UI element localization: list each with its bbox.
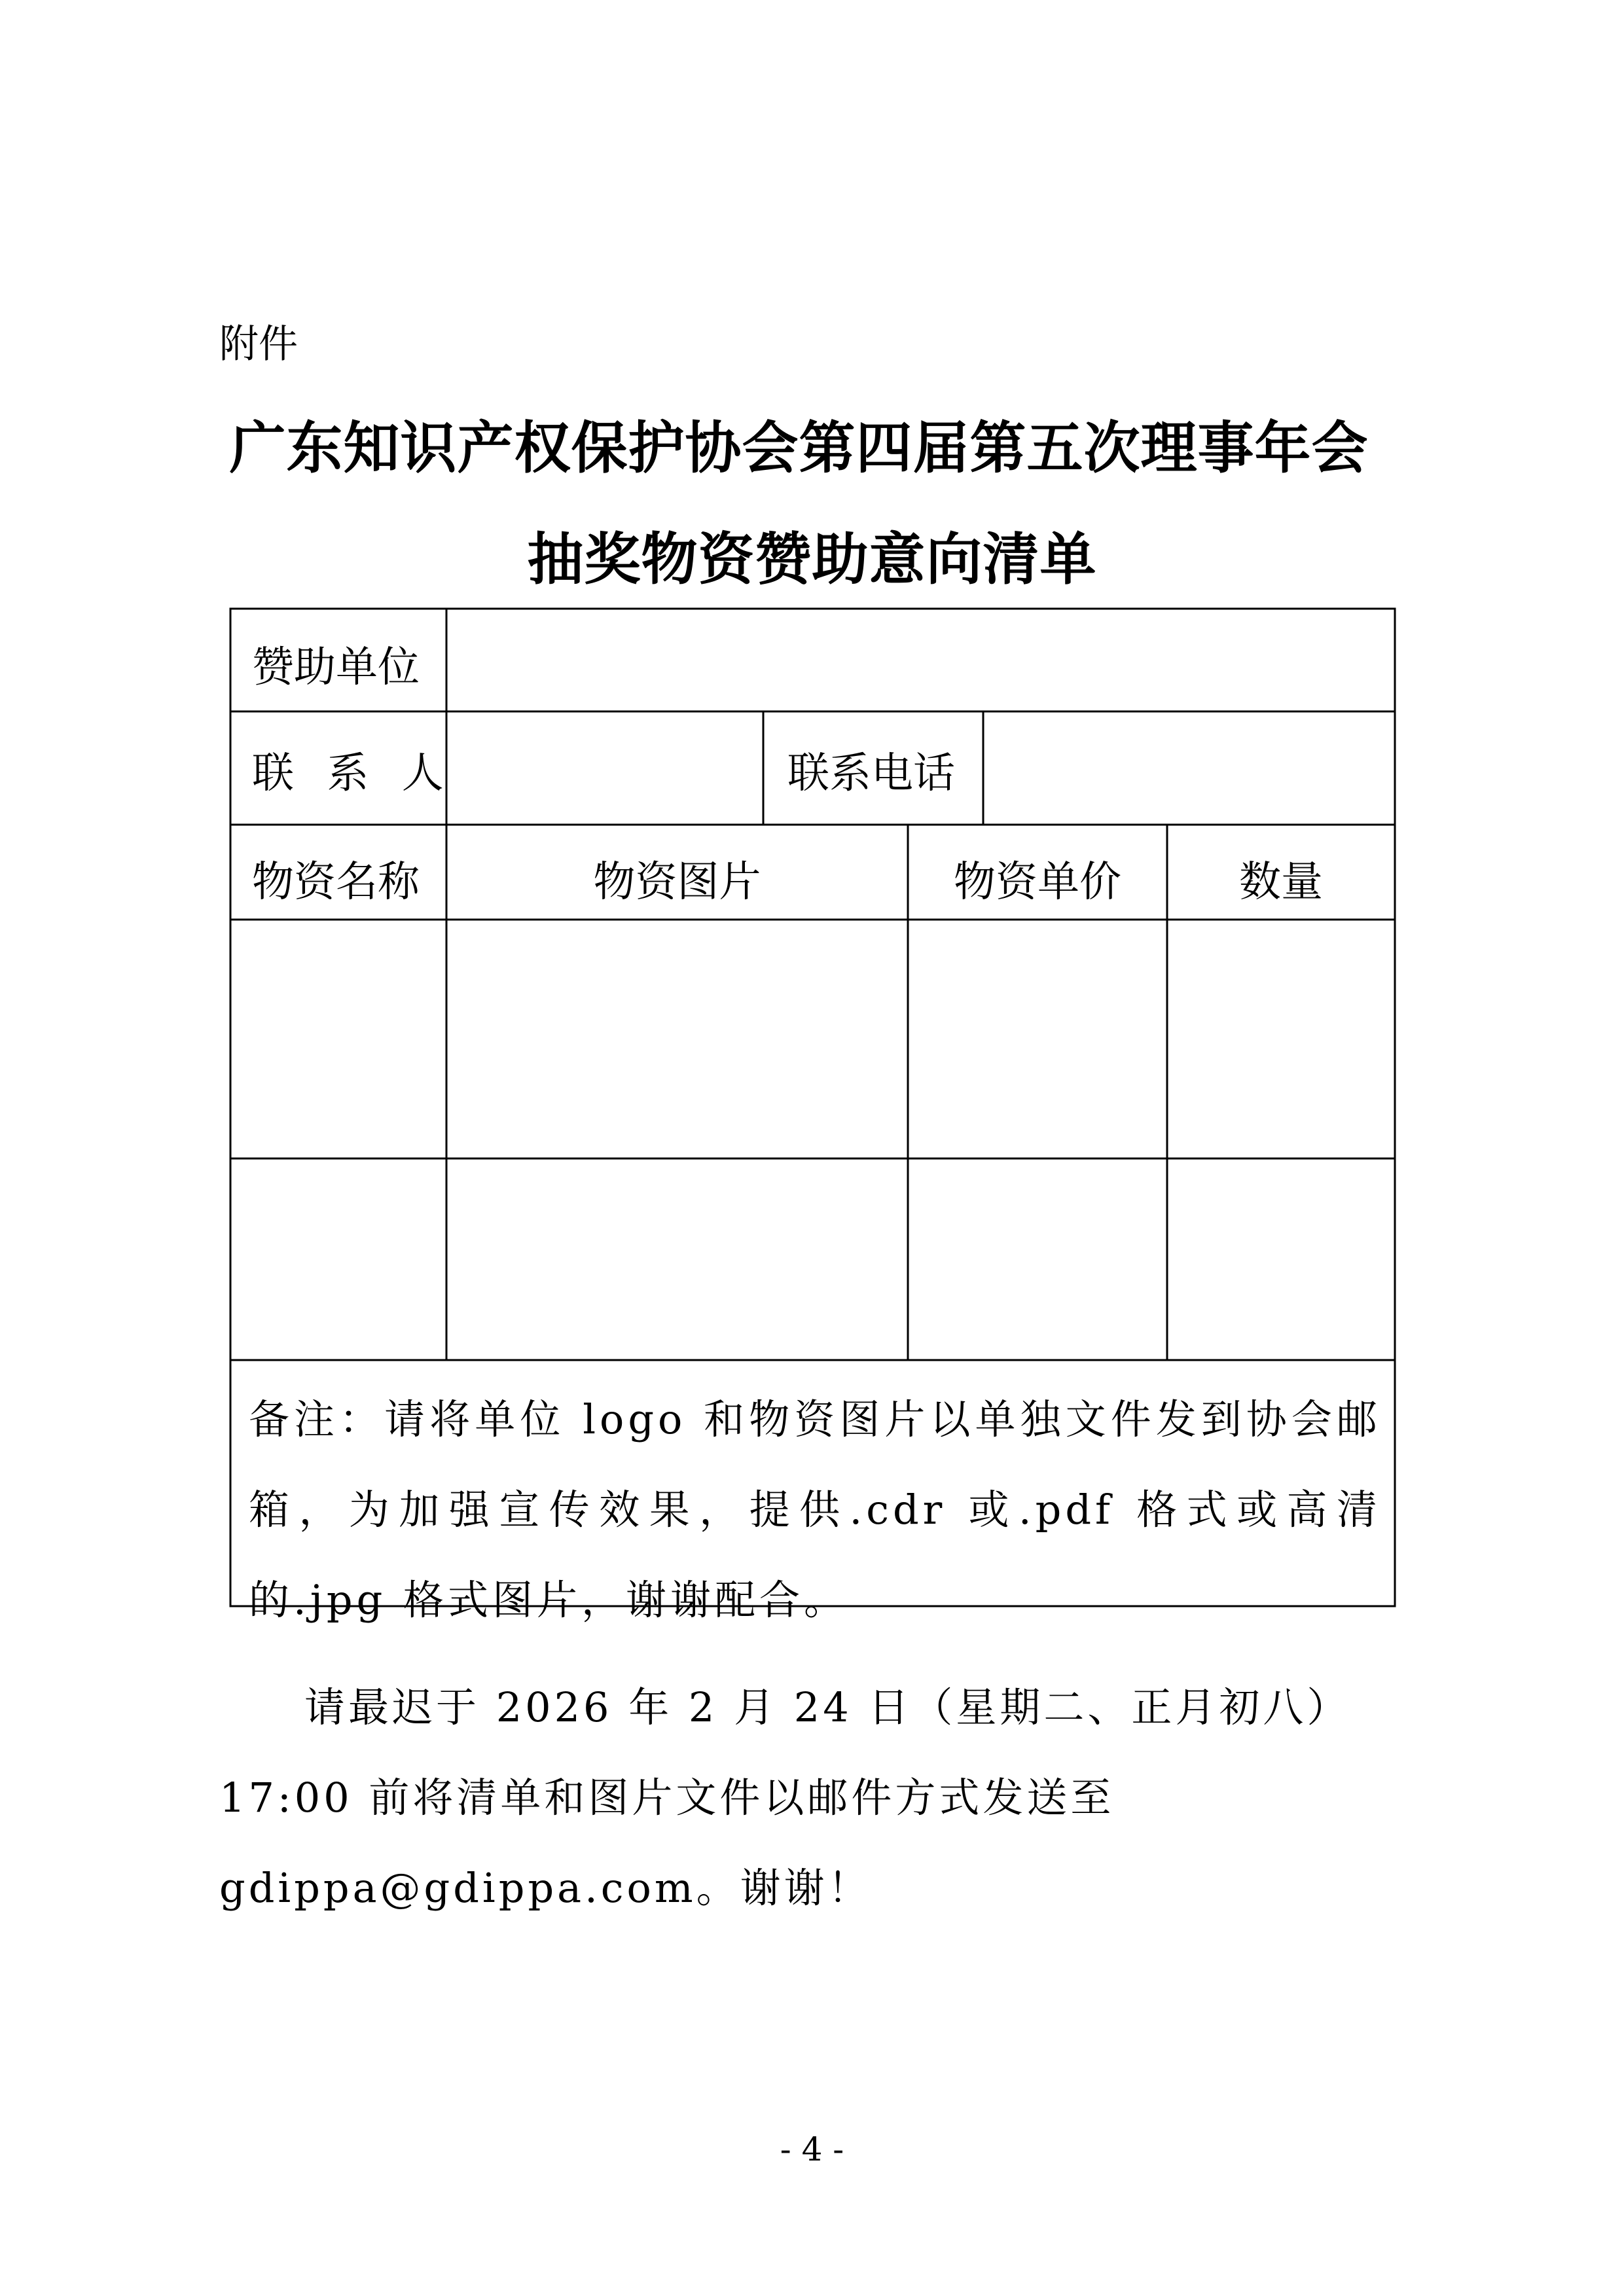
column-header-item-name: 物资名称 <box>252 858 420 906</box>
contact-input-cell[interactable] <box>448 715 759 819</box>
column-header-unit-price: 物资单价 <box>954 858 1121 906</box>
sponsor-input-cell[interactable] <box>448 615 1391 707</box>
document-title-line-1: 广东知识产权保护协会第四届第五次理事年会 <box>229 415 1369 481</box>
table-row-1-unit-price[interactable] <box>911 923 1164 1156</box>
document-title-line-2: 抽奖物资赞助意向清单 <box>527 526 1097 592</box>
table-row-2-item-name[interactable] <box>233 1162 444 1357</box>
submission-instruction <box>219 1662 1463 1933</box>
table-row-1-item-name[interactable] <box>233 923 444 1156</box>
submission-instruction-text: 请最迟于 2026 年 2 月 24 日（星期二、正月初八）17:00 前将清单和图片文件以邮件方式发送至 gdippa@gdippa.com。谢谢！ <box>219 1683 1351 1912</box>
contact-label: 联 系 人 <box>252 749 444 798</box>
phone-label: 联系电话 <box>787 749 955 798</box>
attachment-label: 附件 <box>219 321 298 367</box>
column-header-item-image: 物资图片 <box>593 858 761 906</box>
column-header-quantity: 数量 <box>1239 858 1323 906</box>
form-note: 备注：请将单位 logo 和物资图片以单独文件发到协会邮箱，为加强宣传效果，提供.cdr 或.pdf 格式或高清的.jpg 格式图片，谢谢配合。 <box>249 1395 1381 1624</box>
table-row-2-quantity[interactable] <box>1170 1162 1392 1357</box>
page-number: - 4 - <box>780 2130 844 2168</box>
table-row-1-item-image[interactable] <box>449 923 905 1156</box>
sponsor-label: 赞助单位 <box>252 643 420 692</box>
phone-input-cell[interactable] <box>985 715 1391 819</box>
table-row-2-unit-price[interactable] <box>911 1162 1164 1357</box>
table-row-1-quantity[interactable] <box>1170 923 1392 1156</box>
table-row-2-item-image[interactable] <box>449 1162 905 1357</box>
